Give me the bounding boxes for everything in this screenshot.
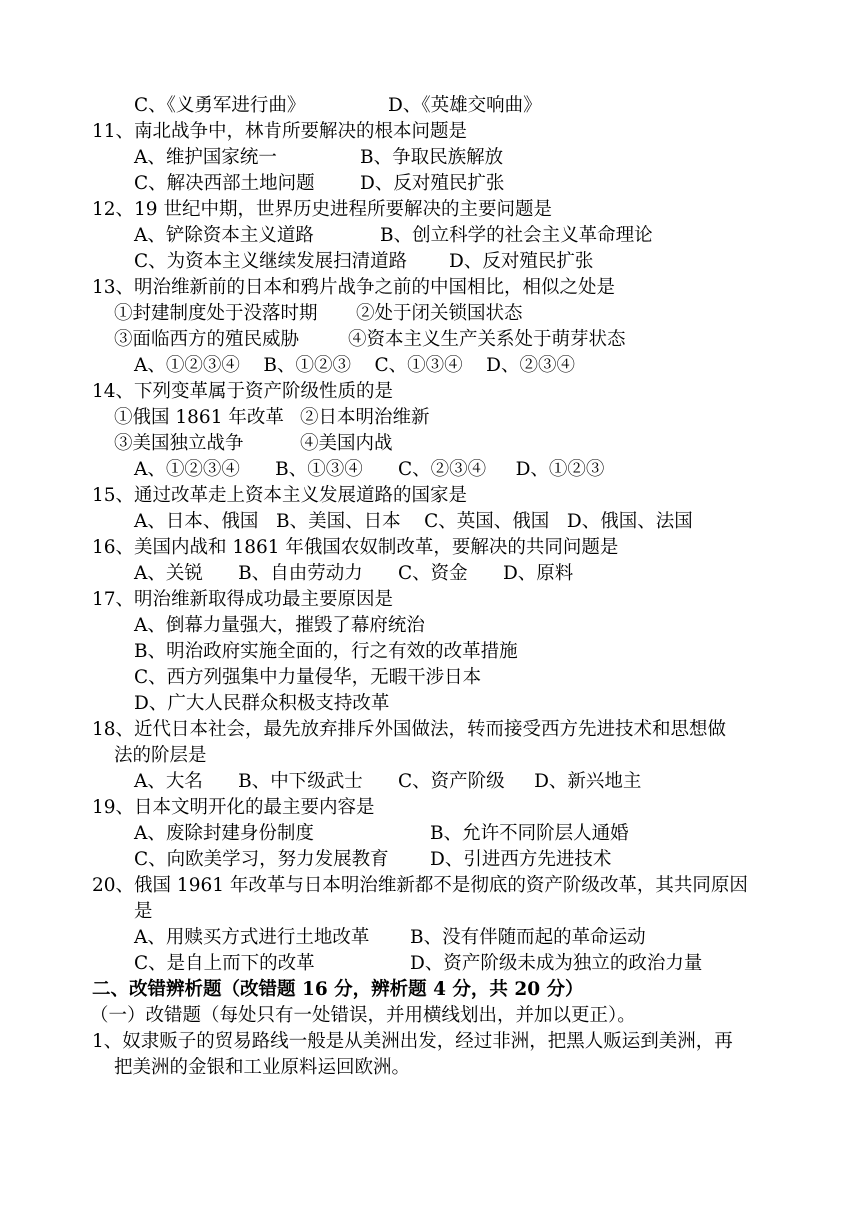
q20-stem: 20、俄国 1961 年改革与日本明治维新都不是彻底的资产阶级改革，其共同原因 [92, 875, 748, 896]
q17-option-a: A、倒幕力量强大，摧毁了幕府统治 [134, 615, 425, 636]
section-2-title: 二、改错辨析题（改错题 16 分，辨析题 4 分，共 20 分） [92, 979, 584, 1000]
q17-stem: 17、明治维新取得成功最主要原因是 [92, 589, 394, 610]
q12-option-c: C、为资本主义继续发展扫清道路 [134, 251, 408, 272]
q10-option-c: C、《义勇军进行曲》 [134, 95, 306, 116]
section-2-subtitle: （一）改错题（每处只有一处错误，并用横线划出，并加以更正）。 [90, 1005, 636, 1026]
q14-item-2: ②日本明治维新 [300, 407, 430, 428]
q13-item-2: ②处于闭关锁国状态 [356, 303, 523, 324]
q15-stem: 15、通过改革走上资本主义发展道路的国家是 [92, 485, 468, 506]
q20-option-c: C、是自上而下的改革 [134, 953, 315, 974]
q18-options: A、大名 B、中下级武士 C、资产阶级 D、新兴地主 [134, 771, 642, 792]
q12-option-d: D、反对殖民扩张 [449, 251, 594, 272]
q14-item-1: ①俄国 1861 年改革 [114, 407, 284, 428]
q11-option-d: D、反对殖民扩张 [360, 173, 505, 194]
q18-stem: 18、近代日本社会，最先放弃排斥外国做法，转而接受西方先进技术和思想做 [92, 719, 727, 740]
q17-option-b: B、明治政府实施全面的，行之有效的改革措施 [134, 641, 518, 662]
q11-option-a: A、维护国家统一 [134, 147, 277, 168]
q18-stem-continued: 法的阶层是 [114, 745, 207, 766]
q20-stem-continued: 是 [134, 901, 153, 922]
q13-options: A、①②③④ B、①②③ C、①③④ D、②③④ [134, 355, 576, 376]
q11-stem: 11、南北战争中，林肯所要解决的根本问题是 [92, 121, 468, 142]
q14-stem: 14、下列变革属于资产阶级性质的是 [92, 381, 394, 402]
q14-item-4: ④美国内战 [300, 433, 393, 454]
q19-option-a: A、废除封建身份制度 [134, 823, 314, 844]
q16-options: A、关锐 B、自由劳动力 C、资金 D、原料 [134, 563, 574, 584]
q12-option-b: B、创立科学的社会主义革命理论 [380, 225, 653, 246]
q17-option-c: C、西方列强集中力量侵华，无暇干涉日本 [134, 667, 482, 688]
q19-option-c: C、向欧美学习，努力发展教育 [134, 849, 389, 870]
q12-stem: 12、19 世纪中期，世界历史进程所要解决的主要问题是 [92, 199, 552, 220]
q14-options: A、①②③④ B、①③④ C、②③④ D、①②③ [134, 459, 605, 480]
q13-item-3: ③面临西方的殖民威胁 [114, 329, 300, 350]
q14-item-3: ③美国独立战争 [114, 433, 244, 454]
q12-option-a: A、铲除资本主义道路 [134, 225, 314, 246]
s2-q1-line-1: 1、奴隶贩子的贸易路线一般是从美洲出发，经过非洲，把黑人贩运到美洲，再 [92, 1031, 733, 1052]
q11-option-b: B、争取民族解放 [360, 147, 504, 168]
q13-stem: 13、明治维新前的日本和鸦片战争之前的中国相比，相似之处是 [92, 277, 616, 298]
q19-option-b: B、允许不同阶层人通婚 [430, 823, 629, 844]
q13-item-1: ①封建制度处于没落时期 [114, 303, 318, 324]
q13-item-4: ④资本主义生产关系处于萌芽状态 [348, 329, 626, 350]
s2-q1-line-2: 把美洲的金银和工业原料运回欧洲。 [114, 1057, 411, 1078]
q19-option-d: D、引进西方先进技术 [430, 849, 612, 870]
q20-option-a: A、用赎买方式进行土地改革 [134, 927, 370, 948]
q17-option-d: D、广大人民群众积极支持改革 [134, 693, 390, 714]
q11-option-c: C、解决西部土地问题 [134, 173, 315, 194]
q20-option-b: B、没有伴随而起的革命运动 [410, 927, 646, 948]
q20-option-d: D、资产阶级未成为独立的政治力量 [410, 953, 703, 974]
q15-options: A、日本、俄国 B、美国、日本 C、英国、俄国 D、俄国、法国 [134, 511, 693, 532]
q19-stem: 19、日本文明开化的最主要内容是 [92, 797, 375, 818]
q16-stem: 16、美国内战和 1861 年俄国农奴制改革，要解决的共同问题是 [92, 537, 619, 558]
q10-option-d: D、《英雄交响曲》 [388, 95, 542, 116]
